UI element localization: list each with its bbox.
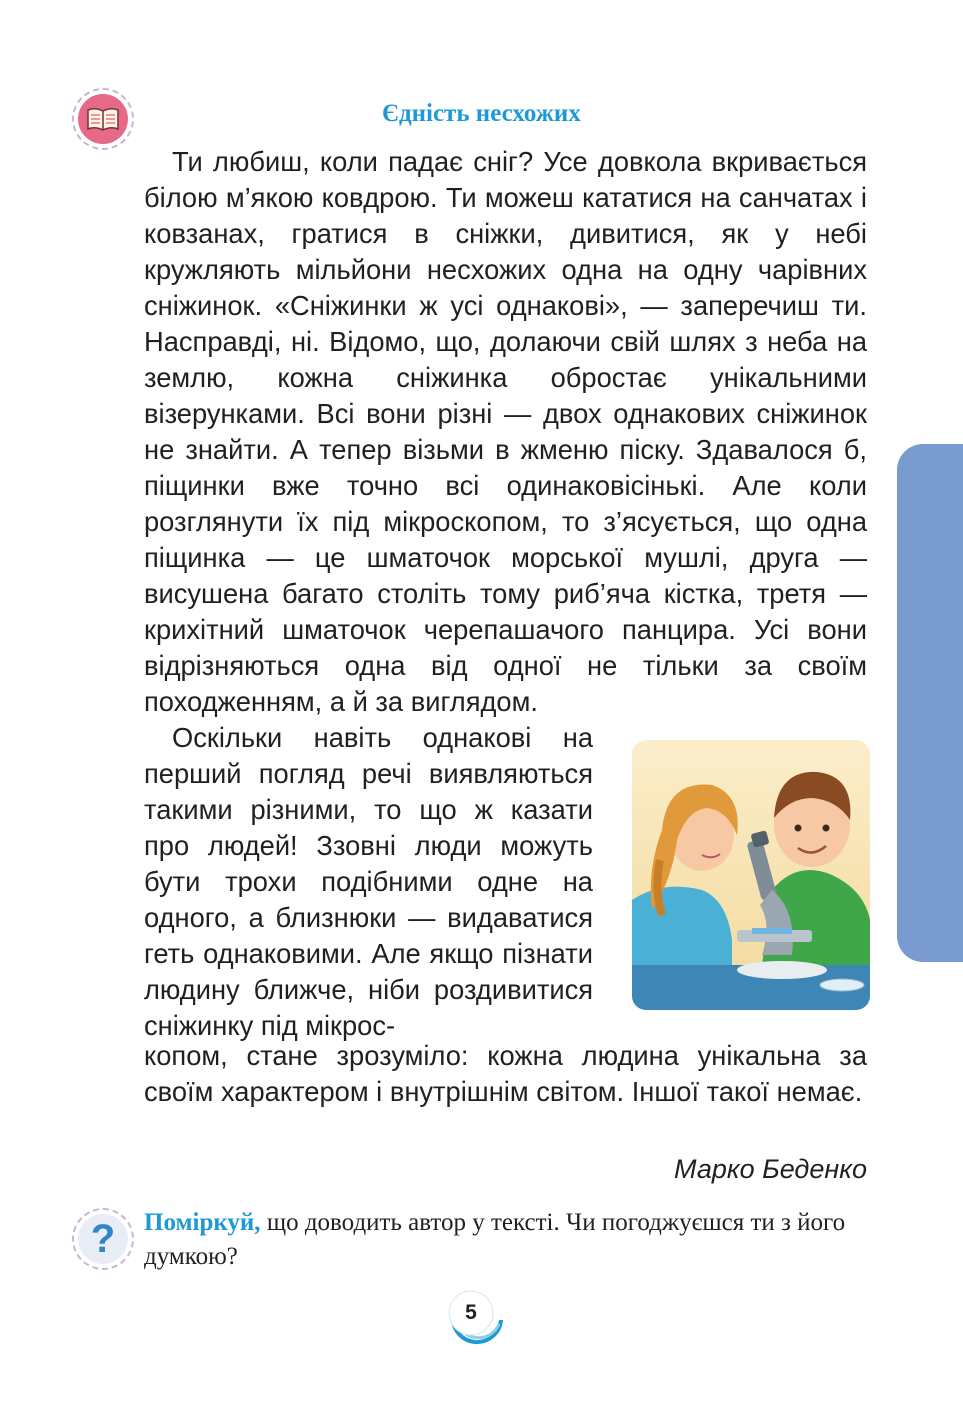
question-text: що доводить автор у тексті. Чи погоджуєшся ти з його думкою?	[144, 1209, 846, 1270]
author-signature: Марко Беденко	[674, 1154, 867, 1184]
main-paragraph: Ти любиш, коли падає сніг? Усе довкола вкривається білою м’якою ковдрою. Ти можеш кататися на санчатах і ковзанах, гратися в сніжки, дивитися, як у небі кружляють мільйони несхожих одна на одну чарівних сніжинок. «Сніжинки ж усі однакові», — заперечиш ти. Насправді, ні. Відомо, що, долаючи свій шлях з неба на землю, кожна сніжинка обростає унікальними візерунками. Всі вони різні — двох однакових сніжинок не знайти. А тепер візьми в жменю піску. Здавалося б, піщинки вже точно всі одинаковісінькі. Але коли розглянути їх під мікроскопом, то з’ясується, що одна піщинка — це шматочок морської мушлі, друга — висушена багато століть тому риб’яча кістка, третя — крихітний шматочок черепашачого панцира. Усі вони відрізняються одна від одної не тільки за своїм походженням, а й за виглядом.	[144, 146, 867, 717]
open-book-icon	[72, 88, 134, 150]
reflection-question	[144, 1206, 867, 1274]
question-lead: Поміркуй,	[144, 1209, 261, 1236]
second-paragraph: Оскільки навіть однакові на перший погляд речі виявляються такими різними, то що ж казати про людей! Ззовні люди можуть бути трохи подібними одне на одного, а близнюки — видаватися геть однаковими. Але якщо пізнати людину ближче, ніби роздивитися сніжинку під мікрос-	[144, 722, 593, 1041]
children-microscope-illustration	[632, 740, 870, 1010]
page-title: Єдність несхожих	[382, 100, 581, 127]
side-tab	[897, 444, 963, 962]
question-mark-glyph: ?	[90, 1217, 116, 1261]
page-number: 5	[465, 1301, 477, 1324]
question-mark-icon	[72, 1208, 134, 1270]
closing-paragraph: копом, стане зрозуміло: кожна людина унікальна за своїм характером і внутрішнім світом. Іншої такої немає.	[144, 1040, 867, 1107]
